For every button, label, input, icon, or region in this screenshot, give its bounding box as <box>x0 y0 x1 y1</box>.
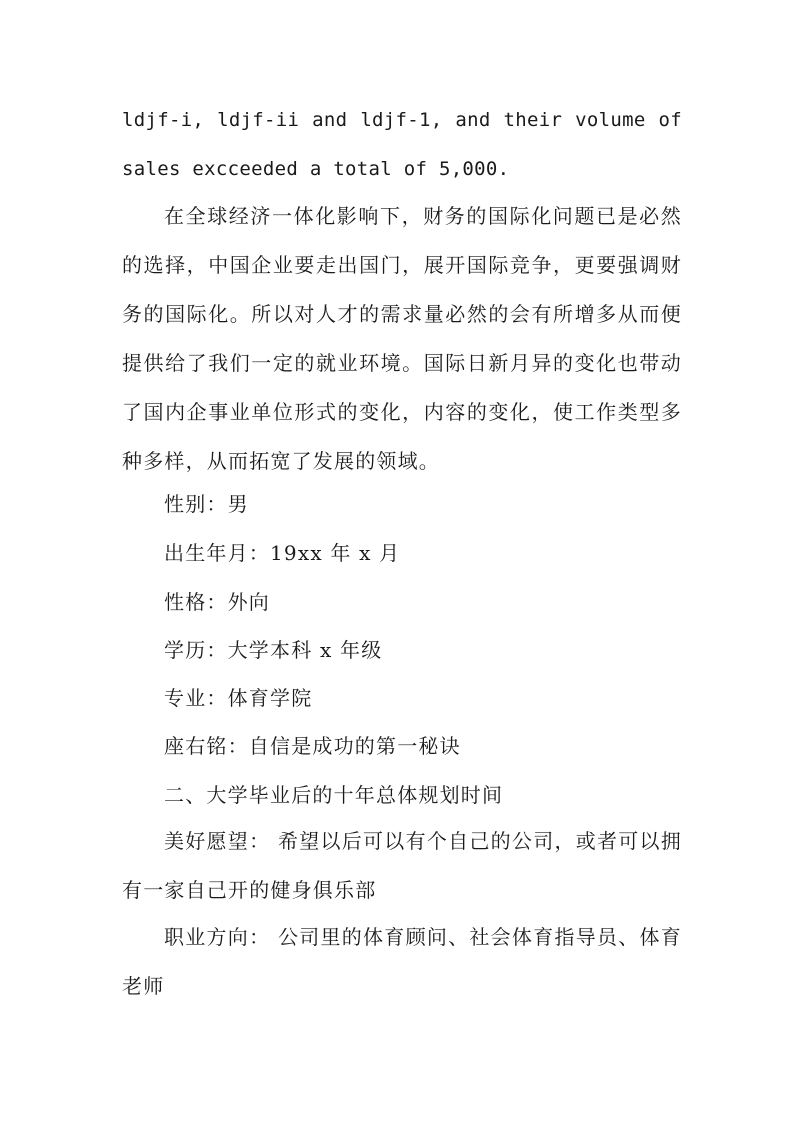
profile-major: 专业：体育学院 <box>164 686 313 710</box>
profile-gender: 性别：男 <box>164 492 249 516</box>
profile-personality: 性格：外向 <box>164 590 270 614</box>
career-paragraph: 职业方向： 公司里的体育顾问、社会体育指导员、体育老师 <box>122 925 682 998</box>
profile-motto: 座右铭：自信是成功的第一秘诀 <box>164 734 461 758</box>
finance-paragraph: 在全球经济一体化影响下，财务的国际化问题已是必然的选择，中国企业要走出国门，展开国际竞争，更要强调财务的国际化。所以对人才的需求量必然的会有所增多从而便提供给了我们一定的就业环境。国际日新月异的变化也带动了国内企事业单位形式的变化，内容的变化，使工作类型多种多样，从而拓宽了发展的领域。 <box>122 204 682 473</box>
profile-birth: 出生年月：19xx 年 x 月 <box>164 541 401 565</box>
profile-education: 学历：大学本科 x 年级 <box>164 638 383 662</box>
section-heading: 二、大学毕业后的十年总体规划时间 <box>164 783 504 807</box>
english-paragraph: ldjf-i, ldjf-ii and ldjf-1, and their volume of sales excceeded a total of 5,000. <box>122 109 682 180</box>
wish-paragraph: 美好愿望： 希望以后可以有个自己的公司，或者可以拥有一家自己开的健身俱乐部 <box>122 829 682 902</box>
